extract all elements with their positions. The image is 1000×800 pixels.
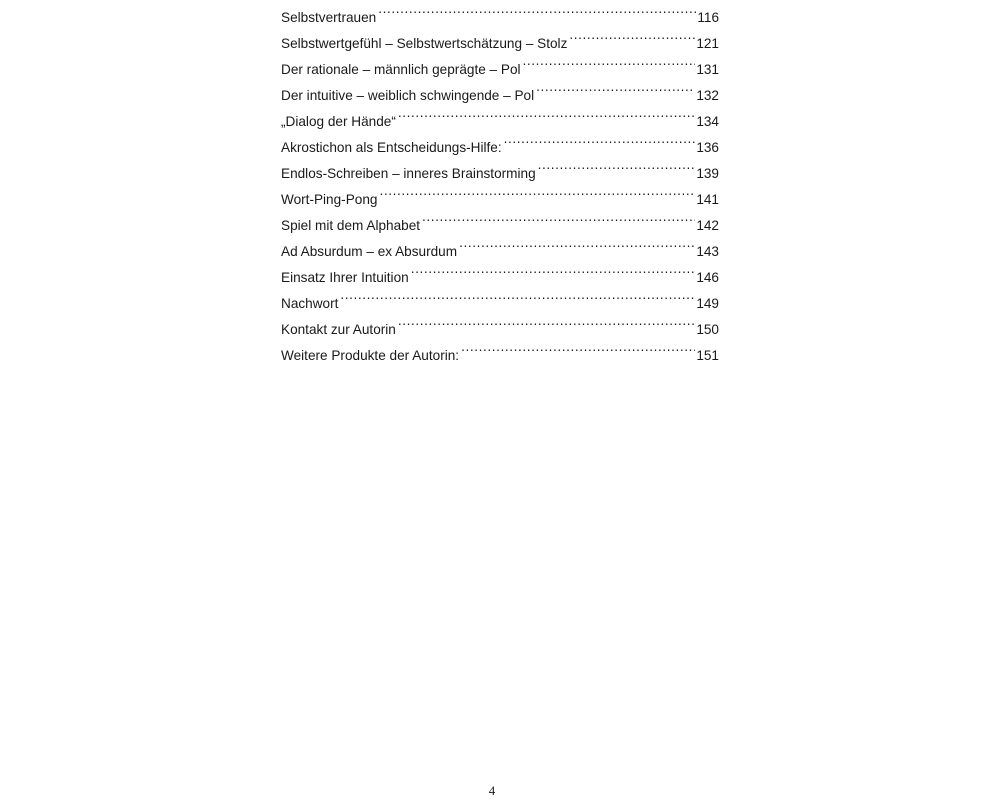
toc-dot-leader bbox=[398, 308, 695, 334]
toc-entry-title: Selbstvertrauen bbox=[281, 10, 377, 25]
toc-entry bbox=[281, 308, 719, 337]
toc-entry-title: Akrostichon als Entscheidungs-Hilfe: bbox=[281, 140, 502, 155]
toc-entry-page: 146 bbox=[696, 270, 719, 285]
toc-entry-title: Einsatz Ihrer Intuition bbox=[281, 270, 409, 285]
toc-entry-title: Nachwort bbox=[281, 296, 339, 311]
toc-entry bbox=[281, 282, 719, 311]
page-number: 4 bbox=[488, 783, 496, 798]
toc-dot-leader bbox=[378, 0, 696, 22]
toc-entry-page: 131 bbox=[696, 62, 719, 77]
toc-entry-title: Kontakt zur Autorin bbox=[281, 322, 396, 337]
toc-entry-page: 143 bbox=[696, 244, 719, 259]
toc-entry-page: 141 bbox=[696, 192, 719, 207]
toc-dot-leader bbox=[422, 204, 695, 230]
toc-entry-title: Weitere Produkte der Autorin: bbox=[281, 348, 460, 363]
toc-entry bbox=[281, 0, 719, 25]
toc-entry-title: „Dialog der Hände“ bbox=[281, 114, 396, 129]
toc-dot-leader bbox=[569, 22, 695, 48]
toc-dot-leader bbox=[504, 126, 696, 152]
toc-entry-title: Wort-Ping-Pong bbox=[281, 192, 378, 207]
toc-entry-title: Selbstwertgefühl – Selbstwertschätzung – Stolz bbox=[281, 36, 568, 51]
toc-entry-title: Der rationale – männlich geprägte – Pol bbox=[281, 62, 521, 77]
toc-entry-page: 150 bbox=[696, 322, 719, 337]
toc-entry-title: Endlos-Schreiben – inneres Brainstorming bbox=[281, 166, 536, 181]
toc-dot-leader bbox=[523, 48, 696, 74]
toc-dot-leader bbox=[461, 334, 695, 360]
toc-entry-page: 121 bbox=[696, 36, 719, 51]
toc-entry-page: 151 bbox=[696, 348, 719, 363]
toc-entry-page: 132 bbox=[696, 88, 719, 103]
toc-entry-page: 116 bbox=[697, 10, 719, 25]
toc-entry-title: Ad Absurdum – ex Absurdum bbox=[281, 244, 458, 259]
toc-dot-leader bbox=[459, 230, 695, 256]
table-of-contents bbox=[281, 0, 719, 363]
toc-entry-page: 134 bbox=[696, 114, 719, 129]
toc-entry-page: 142 bbox=[696, 218, 719, 233]
toc-dot-leader bbox=[340, 282, 695, 308]
toc-entry-title: Der intuitive – weiblich schwingende – Pol bbox=[281, 88, 535, 103]
toc-entry-title: Spiel mit dem Alphabet bbox=[281, 218, 421, 233]
toc-entry-page: 149 bbox=[696, 296, 719, 311]
toc-dot-leader bbox=[411, 256, 696, 282]
toc-entry-page: 139 bbox=[696, 166, 719, 181]
toc-dot-leader bbox=[379, 178, 695, 204]
toc-entry-page: 136 bbox=[696, 140, 719, 155]
toc-dot-leader bbox=[398, 100, 695, 126]
toc-dot-leader bbox=[538, 152, 696, 178]
toc-dot-leader bbox=[536, 74, 695, 100]
